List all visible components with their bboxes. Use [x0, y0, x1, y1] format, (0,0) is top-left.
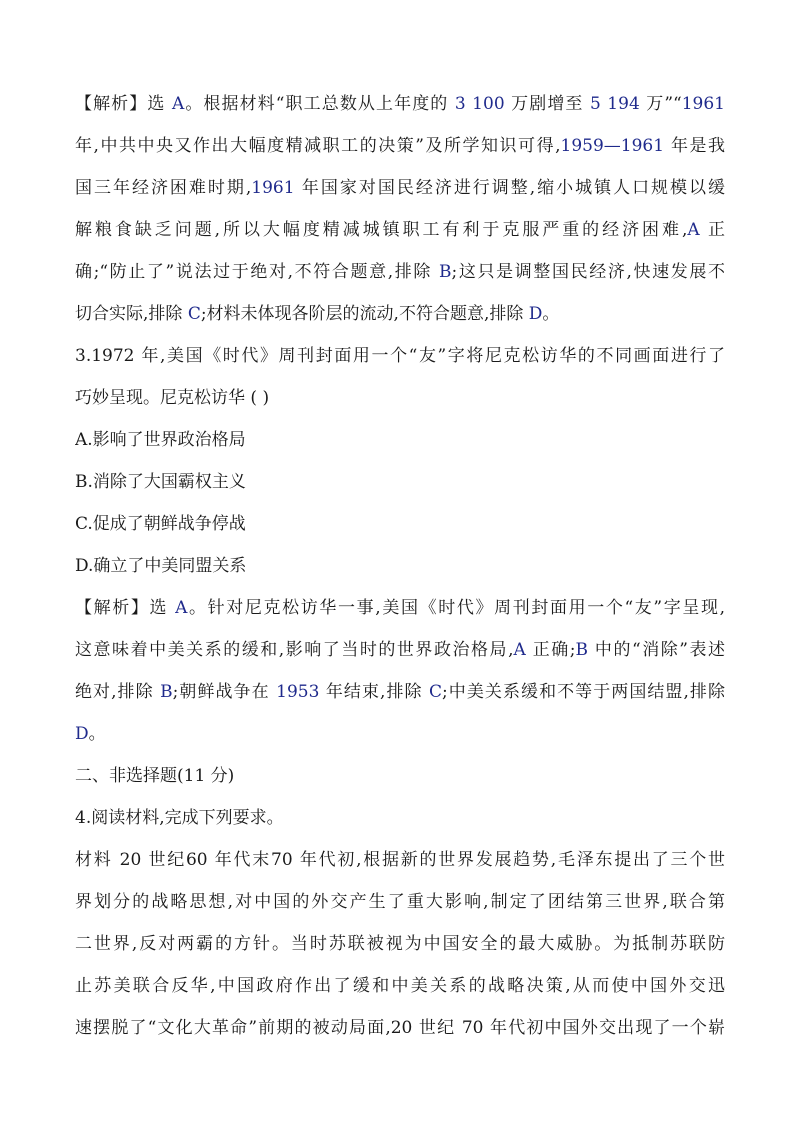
text-line [75, 134, 725, 158]
text-run: 正确; [525, 640, 576, 660]
answer-value: B [575, 640, 588, 660]
text-run: 年,中共中央又作出大幅度精减职工的决策”及所学知识可得, [75, 136, 561, 156]
answer-value: 1953 [276, 682, 320, 702]
text-line [75, 932, 725, 956]
text-run: 这意味着中美关系的缓和,影响了当时的世界政治格局, [75, 640, 514, 660]
text-run: 二世界,反对两霸的方针。当时苏联被视为中国安全的最大威胁。为抵制苏联防 [75, 934, 725, 954]
text-run: 4.阅读材料,完成下列要求。 [75, 808, 284, 828]
text-run: 界划分的战略思想,对中国的外交产生了重大影响,制定了团结第三世界,联合第 [75, 892, 725, 912]
text-run: 解粮食缺乏问题,所以大幅度精减城镇职工有利于克服严重的经济困难, [75, 220, 688, 240]
text-line [75, 974, 725, 998]
text-line [75, 386, 725, 410]
answer-value: 1959—1961 [560, 136, 665, 156]
answer-value: A [687, 220, 700, 240]
text-run: 切合实际,排除 [75, 304, 188, 324]
text-run: C.促成了朝鲜战争停战 [75, 514, 246, 534]
text-line [75, 260, 725, 284]
text-run: B.消除了大国霸权主义 [75, 472, 246, 492]
text-run: A.影响了世界政治格局 [75, 430, 246, 450]
text-run: 。根据材料“职工总数从上年度的 [184, 94, 455, 114]
text-line [75, 680, 725, 704]
answer-value: C [187, 304, 201, 324]
answer-value: C [429, 682, 443, 702]
text-run: 年国家对国民经济进行调整,缩小城镇人口规模以缓 [294, 178, 725, 198]
text-run: 中的“消除”表述 [587, 640, 725, 660]
text-run: 年结束,排除 [319, 682, 430, 702]
answer-value: D [528, 304, 543, 324]
text-line [75, 848, 725, 872]
text-run: 万剧增至 [504, 94, 590, 114]
text-line [75, 890, 725, 914]
text-run: 。 [542, 304, 560, 324]
text-run: ;朝鲜战争在 [172, 682, 277, 702]
text-run: 止苏美联合反华,中国政府作出了缓和中美关系的战略决策,从而使中国外交迅 [75, 976, 725, 996]
text-run: 巧妙呈现。尼克松访华 ( ) [75, 388, 270, 408]
answer-value: B [439, 262, 452, 282]
text-line [75, 176, 725, 200]
answer-value: D [75, 724, 89, 744]
text-line [75, 722, 725, 746]
text-line [75, 302, 725, 326]
text-run: 国三年经济困难时期, [75, 178, 252, 198]
text-line [75, 218, 725, 242]
text-run: 二、非选择题(11 分) [75, 766, 235, 786]
text-line [75, 764, 725, 788]
text-run: 【解析】选 [75, 94, 172, 114]
answer-value: 1961 [681, 94, 725, 114]
text-line [75, 344, 725, 368]
answer-value: A [171, 94, 185, 114]
text-run: 。 [88, 724, 106, 744]
text-run: 确;“防止了”说法过于绝对,不符合题意,排除 [75, 262, 440, 282]
text-run: 速摆脱了“文化大革命”前期的被动局面,20 世纪 70 年代初中国外交出现了一个崭 [75, 1018, 725, 1038]
text-run: ;材料未体现各阶层的流动,不符合题意,排除 [200, 304, 529, 324]
text-line [75, 470, 725, 494]
text-line [75, 638, 725, 662]
text-run: 3.1972 年,美国《时代》周刊封面用一个“友”字将尼克松访华的不同画面进行了 [75, 346, 725, 366]
text-line [75, 92, 725, 116]
answer-value: A [513, 640, 526, 660]
answer-value: 5 194 [590, 94, 640, 114]
text-line [75, 512, 725, 536]
text-line [75, 596, 725, 620]
text-run: 材料 20 世纪60 年代末70 年代初,根据新的世界发展趋势,毛泽东提出了三个世 [75, 850, 725, 870]
text-run: 。针对尼克松访华一事,美国《时代》周刊封面用一个“友”字呈现, [187, 598, 725, 618]
answer-value: 3 100 [454, 94, 505, 114]
text-run: 年是我 [664, 136, 725, 156]
text-line [75, 554, 725, 578]
text-run: ;这只是调整国民经济,快速发展不 [451, 262, 725, 282]
text-run: 绝对,排除 [75, 682, 161, 702]
answer-value: 1961 [251, 178, 295, 198]
answer-value: B [160, 682, 173, 702]
text-line [75, 1016, 725, 1040]
text-line [75, 806, 725, 830]
text-run: ;中美关系缓和不等于两国结盟,排除 [442, 682, 725, 702]
answer-value: A [175, 598, 188, 618]
text-run: 正 [699, 220, 725, 240]
text-line [75, 428, 725, 452]
text-run: 【解析】选 [75, 598, 176, 618]
text-run: D.确立了中美同盟关系 [75, 556, 247, 576]
text-run: 万”“ [639, 94, 682, 114]
